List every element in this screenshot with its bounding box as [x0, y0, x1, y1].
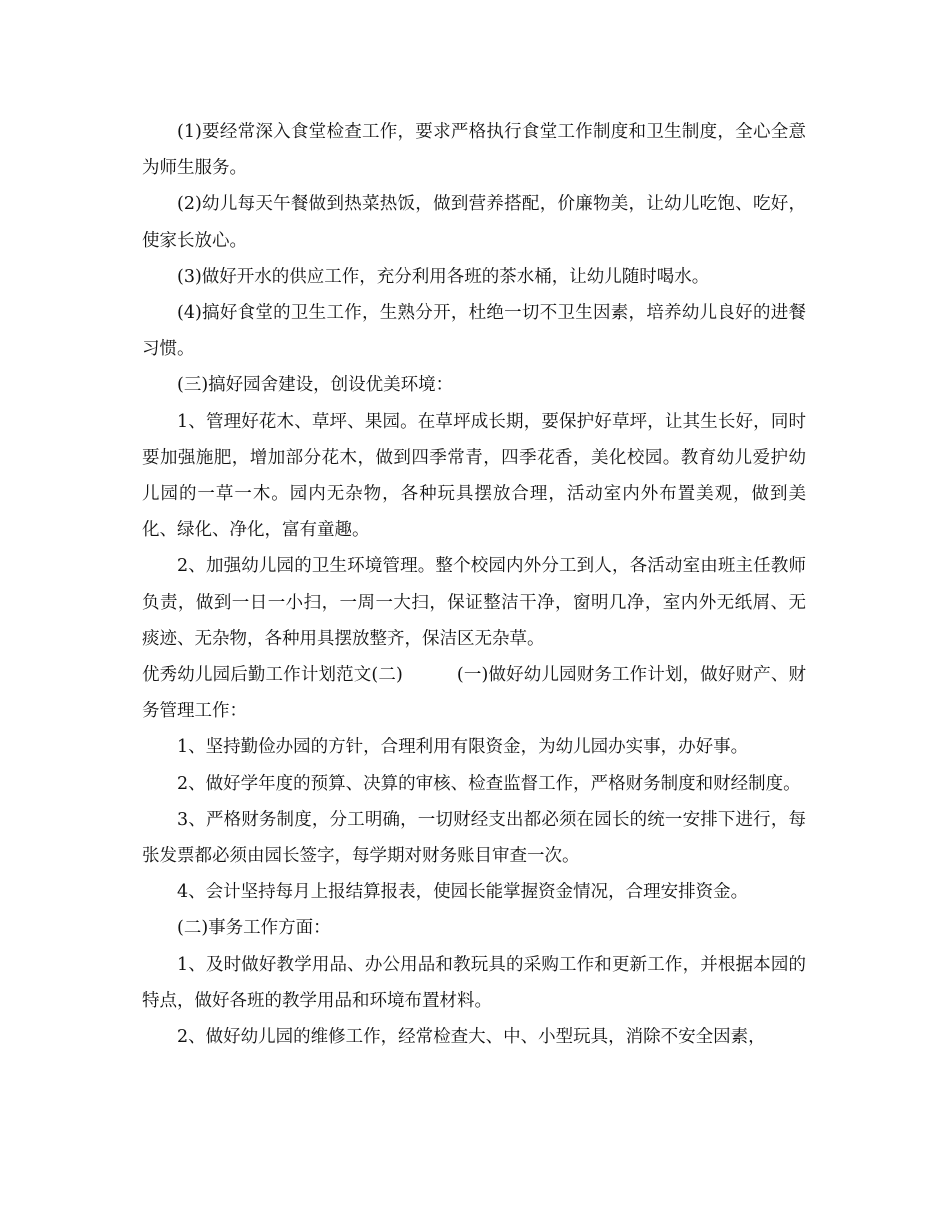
document-page	[142, 114, 806, 1055]
paragraph-canteen-hygiene: (4)搞好食堂的卫生工作，生熟分开，杜绝一切不卫生因素，培养幼儿良好的进餐习惯。	[142, 303, 806, 360]
paragraph-lunch: (2)幼儿每天午餐做到热菜热饭，做到营养搭配，价廉物美，让幼儿吃饱、吃好，使家长放心。	[142, 194, 806, 251]
paragraph-greenery: 1、管理好花木、草坪、果园。在草坪成长期，要保护好草坪，让其生长好，同时要加强施肥，增加部分花木，做到四季常青，四季花香，美化校园。教育幼儿爱护幼儿园的一草一木。园内无杂物，各种玩具摆放合理，活动室内外布置美观，做到美化、绿化、净化，富有童趣。	[142, 411, 806, 541]
section-lead: (一)做好幼儿园财务工作计划，做好财产、财务管理工作：	[142, 665, 807, 722]
paragraph-budget: 2、做好学年度的预算、决算的审核、检查监督工作，严格财务制度和财经制度。	[177, 773, 801, 794]
paragraph-sanitation: 2、加强幼儿园的卫生环境管理。整个校园内外分工到人，各活动室由班主任教师负责，做到一日一小扫，一周一大扫，保证整洁干净，窗明几净，室内外无纸屑、无痰迹、无杂物，各种用具摆放整齐，保洁区无杂草。	[142, 556, 806, 649]
paragraph-procurement: 1、及时做好教学用品、办公用品和教玩具的采购工作和更新工作，并根据本园的特点，做好各班的教学用品和环境布置材料。	[142, 954, 806, 1011]
paragraph-affairs-heading: (二)事务工作方面：	[177, 918, 331, 939]
section-title: 优秀幼儿园后勤工作计划范文(二)	[142, 665, 403, 686]
paragraph-canteen-inspection: (1)要经常深入食堂检查工作，要求严格执行食堂工作制度和卫生制度，全心全意为师生服务。	[142, 122, 806, 179]
paragraph-campus-heading: (三)搞好园舍建设，创设优美环境：	[177, 375, 454, 396]
paragraph-accounting-report: 4、会计坚持每月上报结算报表，使园长能掌握资金情况，合理安排资金。	[177, 882, 749, 903]
paragraph-maintenance: 2、做好幼儿园的维修工作，经常检查大、中、小型玩具，消除不安全因素，	[177, 1027, 766, 1048]
section-heading-line	[142, 657, 806, 729]
paragraph-financial-system: 3、严格财务制度，分工明确，一切财经支出都必须在园长的统一安排下进行，每张发票都必须由园长签字，每学期对财务账目审查一次。	[142, 809, 806, 867]
paragraph-water-supply: (3)做好开水的供应工作，充分利用各班的茶水桶，让幼儿随时喝水。	[177, 266, 710, 287]
paragraph-thrift: 1、坚持勤俭办园的方针，合理利用有限资金，为幼儿园办实事，办好事。	[177, 737, 749, 758]
